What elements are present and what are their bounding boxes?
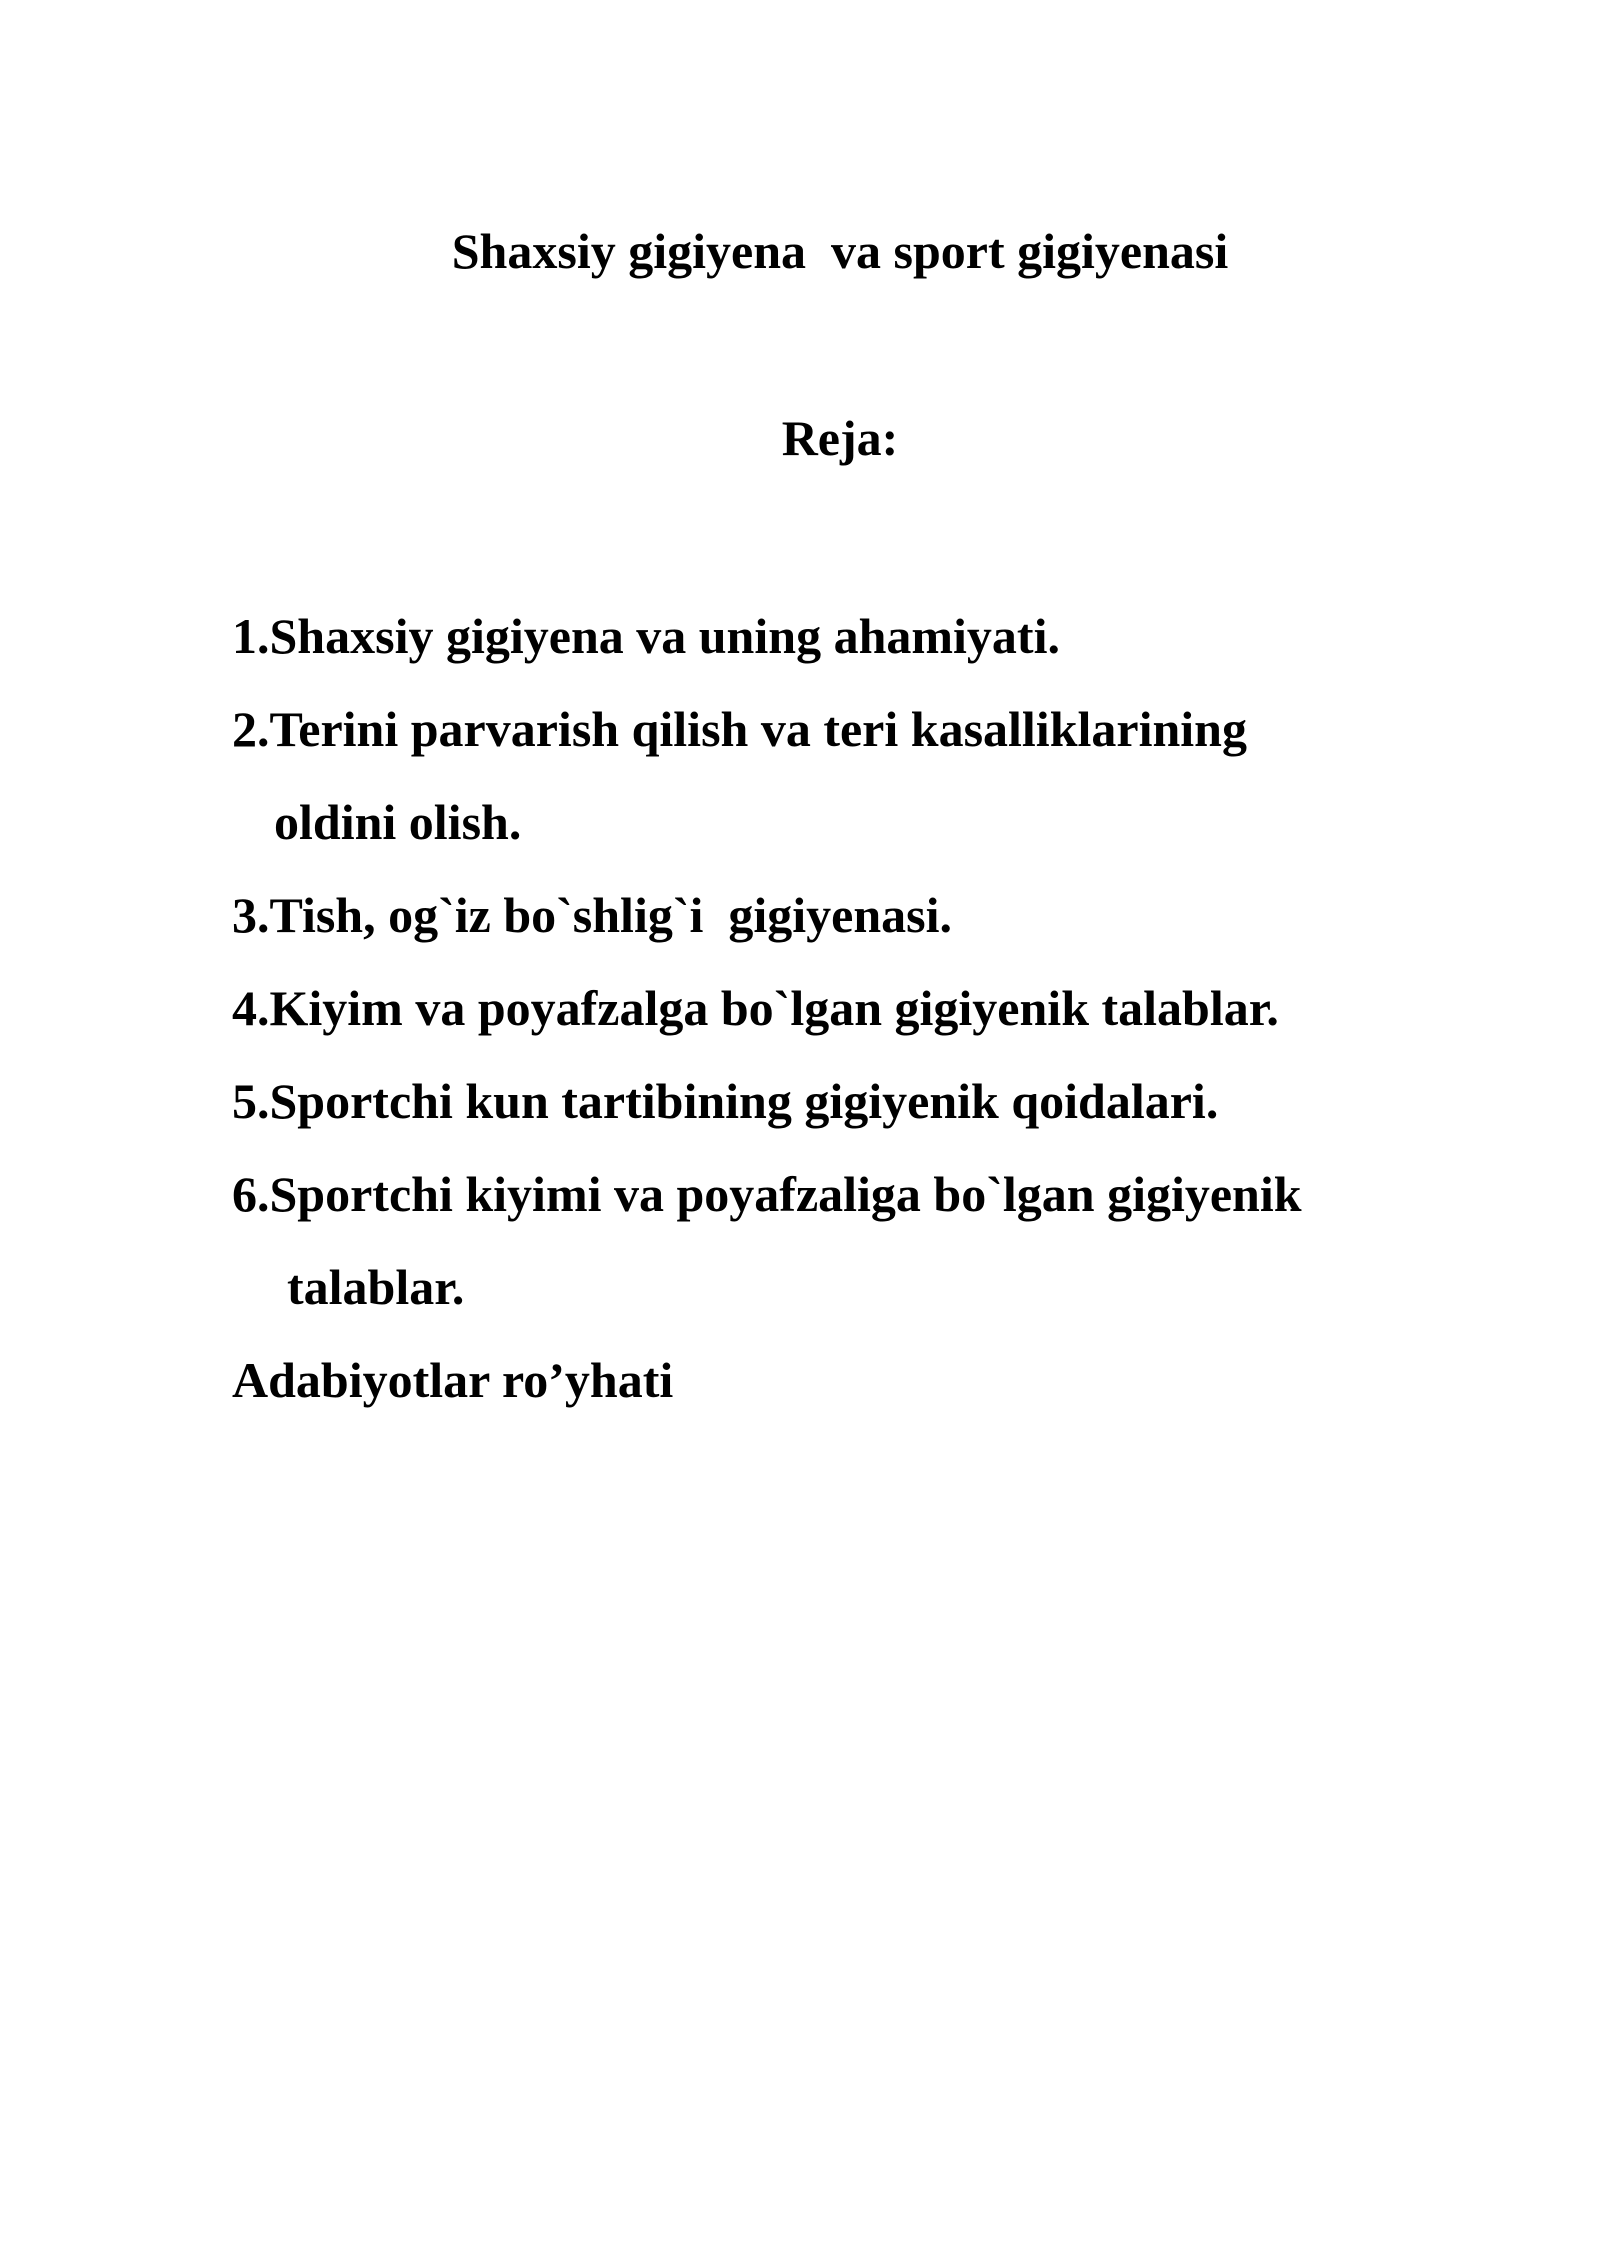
references-item: Adabiyotlar ro’yhati <box>232 1352 674 1408</box>
plan-item-4: 4.Kiyim va poyafzalga bo`lgan gigiyenik talablar. <box>232 980 1279 1036</box>
plan-item-1: 1.Shaxsiy gigiyena va uning ahamiyati. <box>232 608 1060 664</box>
plan-item-2: 2.Terini parvarish qilish va teri kasalliklarining <box>232 701 1247 757</box>
plan-list <box>232 590 1532 1427</box>
plan-item-6-continuation: talablar. <box>287 1259 465 1315</box>
plan-item-6: 6.Sportchi kiyimi va poyafzaliga bo`lgan gigiyenik <box>232 1166 1302 1222</box>
plan-item-5: 5.Sportchi kun tartibining gigiyenik qoidalari. <box>232 1073 1219 1129</box>
plan-item-3: 3.Tish, og`iz bo`shlig`i gigiyenasi. <box>232 887 953 943</box>
plan-item-2-continuation: oldini olish. <box>274 794 522 850</box>
plan-heading: Reja: <box>781 410 899 466</box>
document-title: Shaxsiy gigiyena va sport gigiyenasi <box>451 223 1229 279</box>
